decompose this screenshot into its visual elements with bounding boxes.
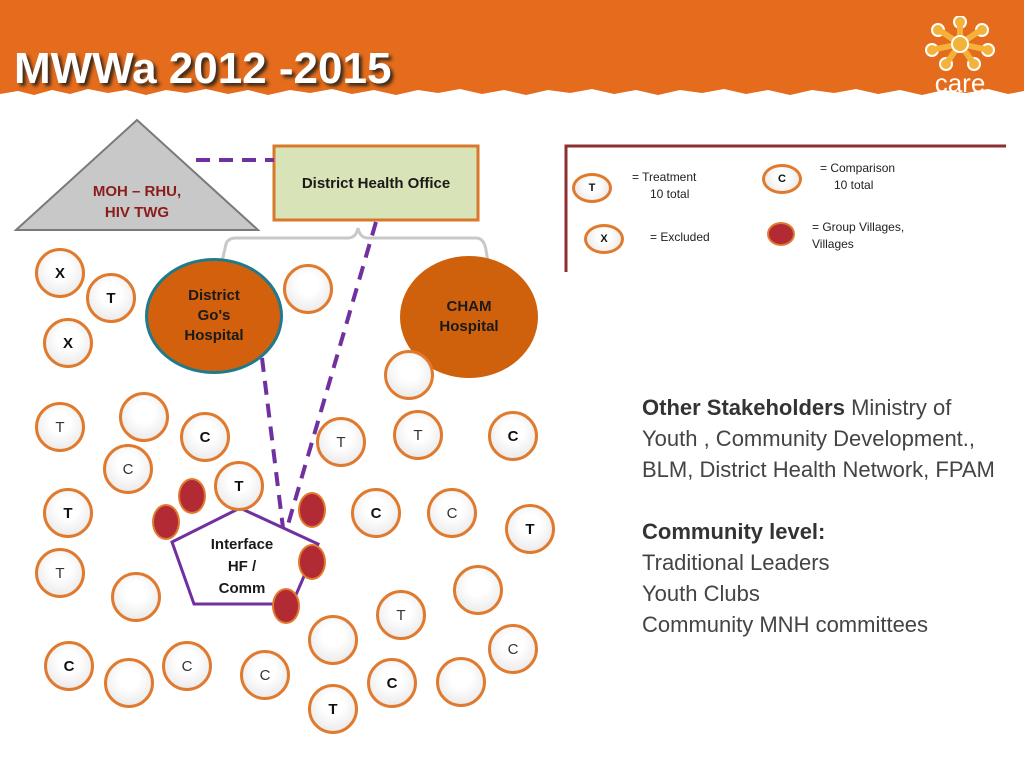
site-circle: C [240,650,290,700]
legend-treatment-text [632,169,696,203]
site-circle: C [427,488,477,538]
site-circle: T [35,402,85,452]
community-item: Youth Clubs [642,581,760,606]
other-stakeholders-heading: Other Stakeholders [642,395,845,420]
site-circle: C [488,411,538,461]
stakeholders-text [642,392,1012,640]
legend-villages-label: = Group Villages, [812,220,905,234]
site-circle: C [44,641,94,691]
site-circle: C [162,641,212,691]
site-circle: C [180,412,230,462]
site-circle [308,615,358,665]
legend-comparison-count: 10 total [834,177,874,192]
site-circle: X [43,318,93,368]
legend-villages-label-2: Villages [812,236,854,251]
community-item: Community MNH committees [642,612,929,637]
legend-comparison-label: = Comparison [820,161,896,175]
district-hospital-label: District Go's Hospital [184,286,244,345]
village-marker [298,544,326,580]
care-logo-text: care [934,68,986,98]
site-circle: T [308,684,358,734]
bracket-connector [222,228,488,262]
village-marker [272,588,300,624]
site-circle: C [488,624,538,674]
legend-treatment-symbol: T [572,173,612,203]
site-circle [119,392,169,442]
cham-hospital-label: CHAM Hospital [439,297,499,335]
village-marker [152,504,180,540]
community-level-heading: Community level: [642,519,826,544]
legend-excluded-text: = Excluded [650,230,710,244]
site-circle: T [43,488,93,538]
site-circle [436,657,486,707]
legend-villages-text [812,219,904,253]
other-stakeholders-paragraph [642,392,1012,485]
other-stakeholders-list: Ministry of Youth , Community Development., BLM, District Health Network, FPAM [642,395,995,482]
dashed-connector-hospital-interface [262,358,283,528]
moh-label: MOH – RHU, HIV TWG [92,183,182,221]
legend-treatment-count: 10 total [650,186,690,201]
legend-excluded-symbol: X [584,224,624,254]
interface-label: Interface HF / Comm [210,536,274,597]
site-circle [384,350,434,400]
district-hospital-node [145,258,283,374]
site-circle: T [316,417,366,467]
legend-comparison-text [820,160,895,194]
village-marker [178,478,206,514]
site-circle: X [35,248,85,298]
site-circle: C [367,658,417,708]
site-circle: T [505,504,555,554]
village-marker [298,492,326,528]
site-circle: T [86,273,136,323]
page-title: MWWa 2012 -2015 [14,44,392,93]
site-circle [111,572,161,622]
site-circle: T [214,461,264,511]
site-circle: T [393,410,443,460]
legend-comparison-symbol: C [762,164,802,194]
site-circle: T [376,590,426,640]
legend-village-symbol [767,222,795,246]
site-circle: C [103,444,153,494]
site-circle [104,658,154,708]
site-circle [283,264,333,314]
site-circle [453,565,503,615]
site-circle: C [351,488,401,538]
site-circle: T [35,548,85,598]
district-health-office-label: District Health Office [301,174,451,192]
community-item: Traditional Leaders [642,550,830,575]
legend-treatment-label: = Treatment [632,170,697,184]
